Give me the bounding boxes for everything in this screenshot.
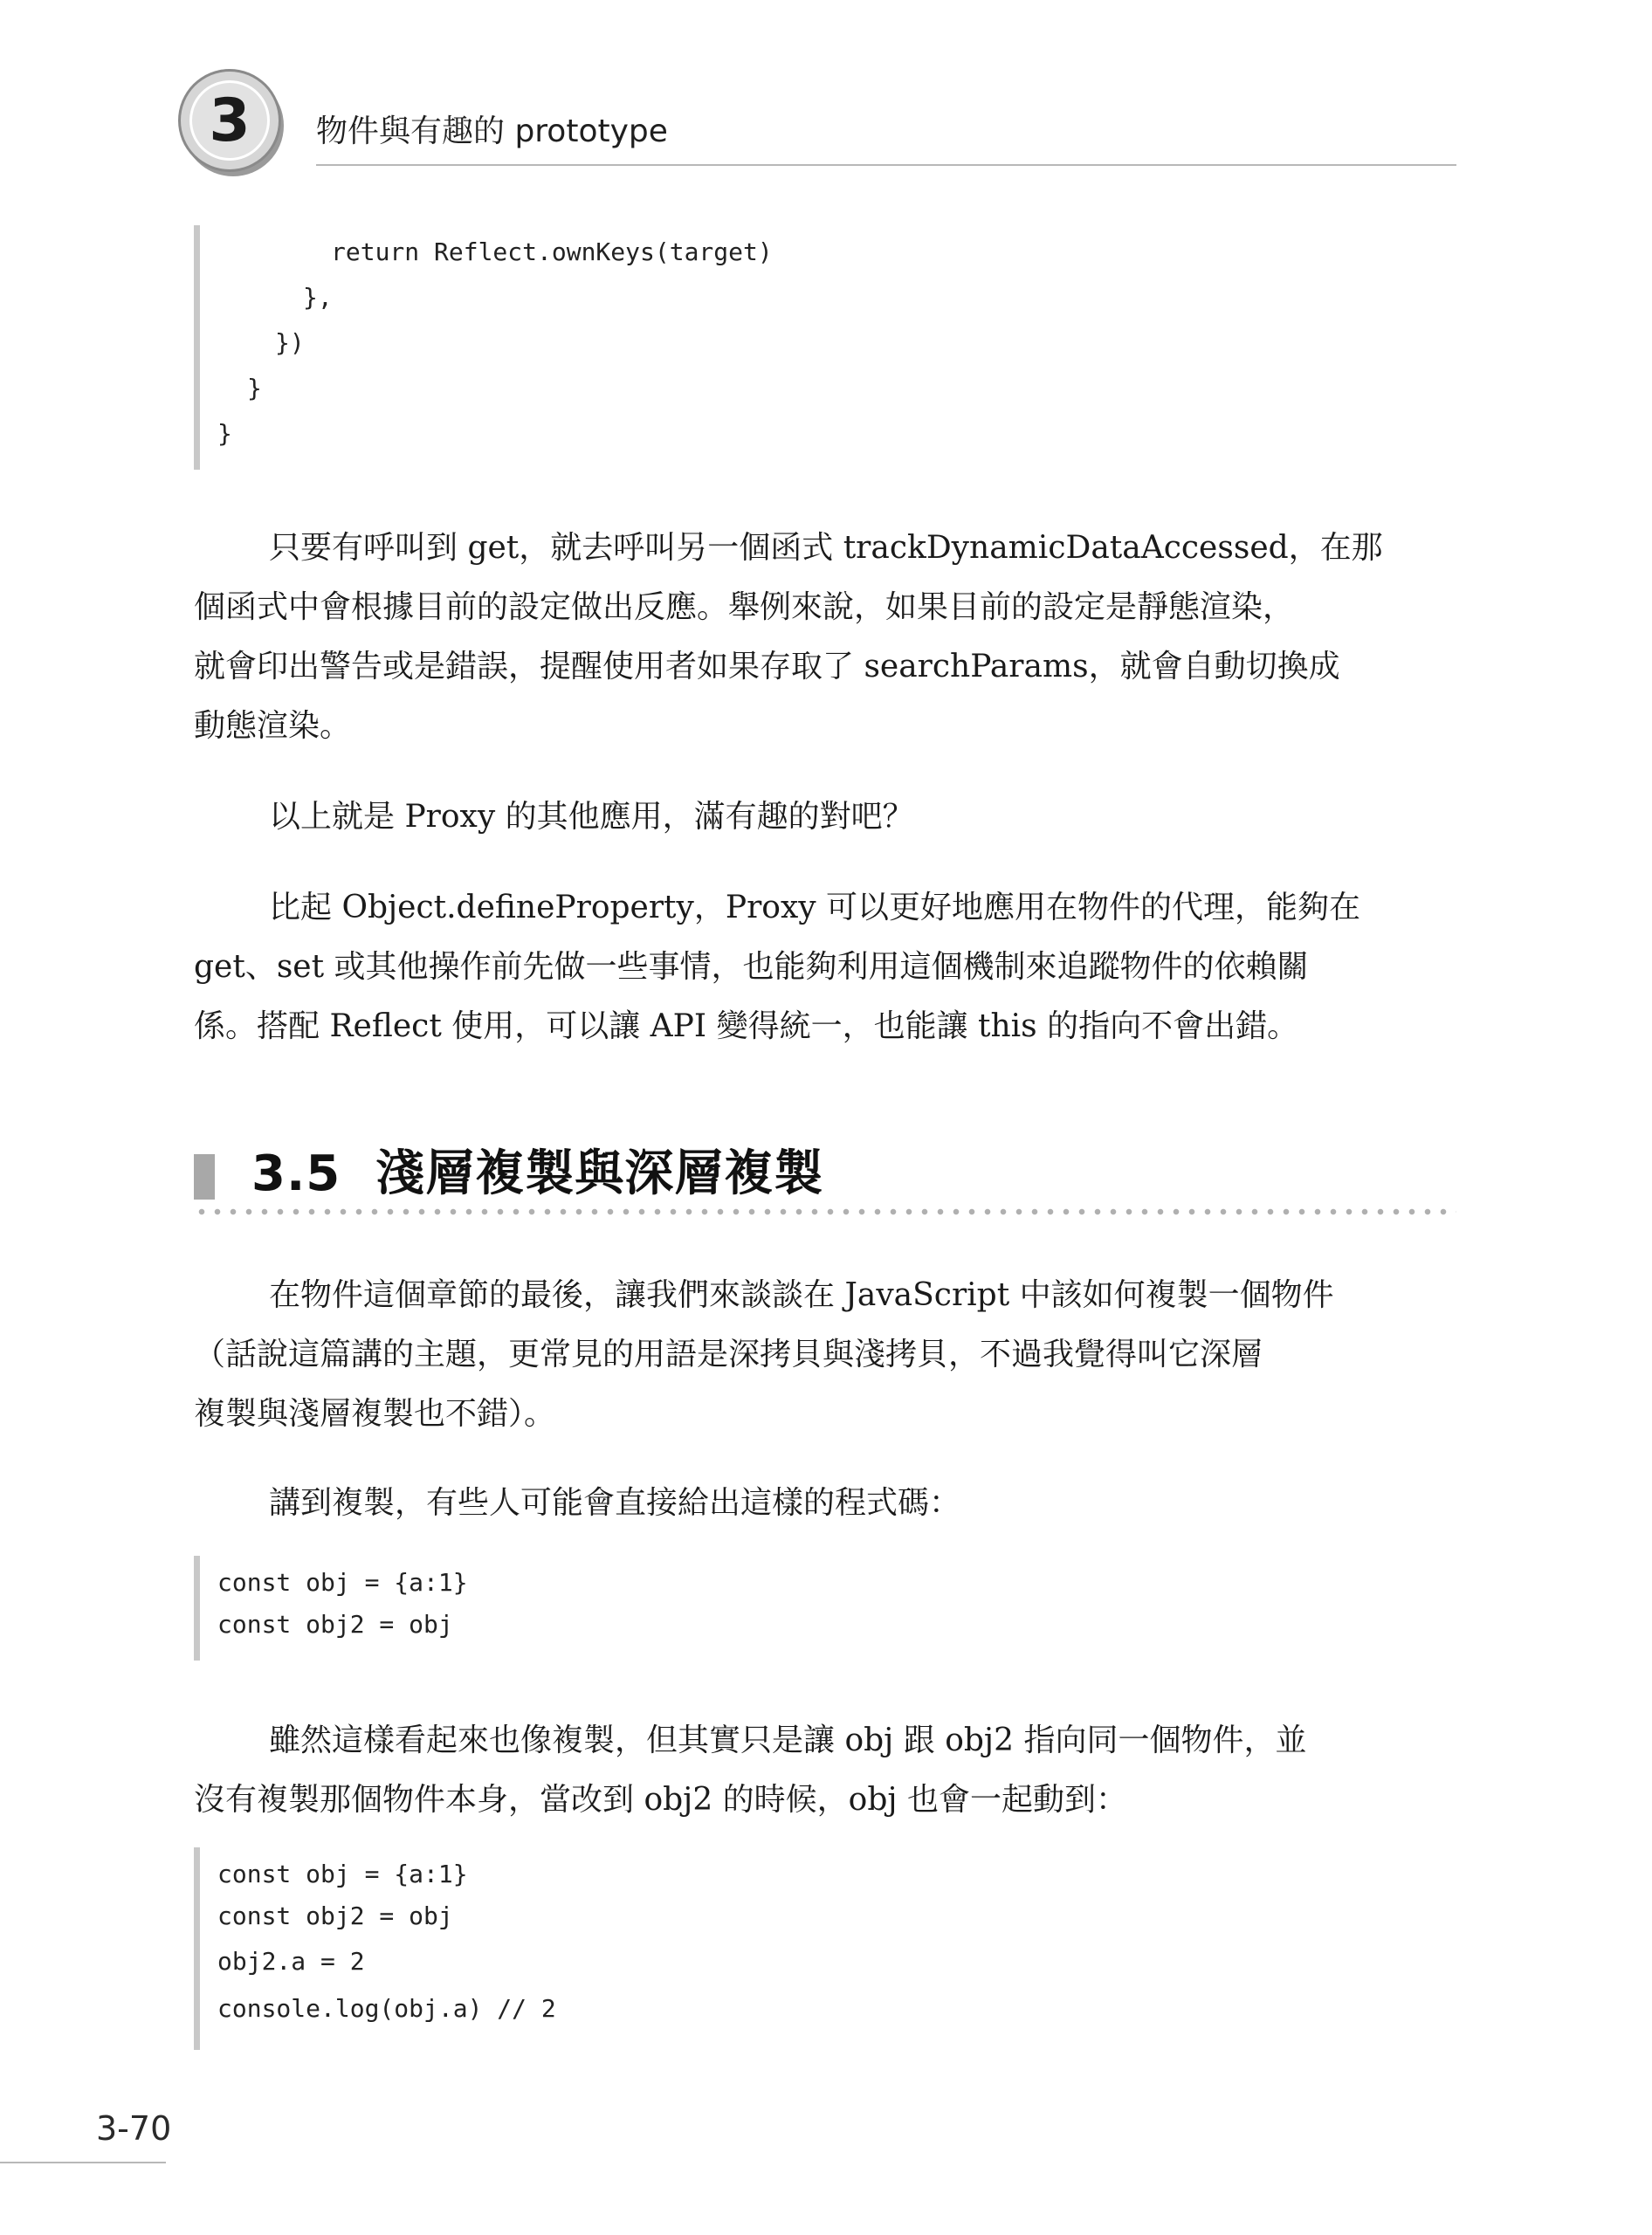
chapter-badge bbox=[181, 72, 279, 169]
paragraph-line: 個函式中會根據目前的設定做出反應。舉例來說，如果目前的設定是靜態渲染， bbox=[194, 589, 1295, 625]
code-line: }) bbox=[275, 328, 305, 357]
paragraph-line: （話說這篇講的主題，更常見的用語是深拷貝與淺拷貝，不過我覺得叫它深層 bbox=[194, 1337, 1263, 1372]
paragraph-line: 就會印出警告或是錯誤，提醒使用者如果存取了 searchParams，就會自動切換成 bbox=[194, 649, 1340, 684]
paragraph-line: 只要有呼叫到 get，就去呼叫另一個函式 trackDynamicDataAccessed，在那 bbox=[269, 530, 1383, 566]
paragraph-copy-example bbox=[194, 1474, 1456, 1533]
section-dotted-divider bbox=[194, 1208, 1456, 1215]
code-block-assign bbox=[194, 1556, 468, 1661]
chapter-number: 3 bbox=[189, 80, 270, 161]
code-line: }, bbox=[303, 283, 333, 312]
page-number: 3-70 bbox=[96, 2109, 172, 2148]
paragraph-line: 雖然這樣看起來也像複製，但其實只是讓 obj 跟 obj2 指向同一個物件，並 bbox=[269, 1723, 1307, 1758]
paragraph-line: get、set 或其他操作前先做一些事情，也能夠利用這個機制來追蹤物件的依賴關 bbox=[194, 949, 1309, 985]
header-divider bbox=[316, 164, 1456, 166]
paragraph-proxy-summary bbox=[194, 787, 1456, 847]
footer-divider bbox=[0, 2162, 166, 2163]
code-line: obj2.a = 2 bbox=[217, 1947, 365, 1976]
code-line: console.log(obj.a) // 2 bbox=[217, 1994, 556, 2023]
section-number: 3.5 bbox=[251, 1145, 341, 1202]
paragraph-line: 動態渲染。 bbox=[194, 708, 352, 744]
code-line: } bbox=[247, 374, 262, 402]
paragraph-line: 係。搭配 Reflect 使用，可以讓 API 變得統一，也能讓 this 的指向不會出錯。 bbox=[194, 1008, 1299, 1044]
paragraph-line: 講到複製，有些人可能會直接給出這樣的程式碼： bbox=[269, 1485, 961, 1521]
paragraph-proxy-compare bbox=[194, 878, 1456, 1056]
section-marker bbox=[194, 1154, 215, 1200]
section-heading bbox=[251, 1135, 823, 1205]
paragraph-track-dynamic bbox=[194, 519, 1456, 756]
paragraph-line: 在物件這個章節的最後，讓我們來談談在 JavaScript 中該如何複製一個物件 bbox=[269, 1277, 1334, 1313]
paragraph-reference-explain bbox=[194, 1711, 1456, 1830]
code-line: const obj = {a:1} bbox=[217, 1568, 468, 1597]
code-line: const obj2 = obj bbox=[217, 1610, 453, 1639]
paragraph-line: 以上就是 Proxy 的其他應用，滿有趣的對吧？ bbox=[269, 799, 914, 835]
paragraph-line: 沒有複製那個物件本身，當改到 obj2 的時候，obj 也會一起動到： bbox=[194, 1782, 1127, 1818]
section-title: 淺層複製與深層複製 bbox=[375, 1145, 824, 1202]
code-block-mutation bbox=[194, 1847, 556, 2050]
chapter-title: 物件與有趣的 prototype bbox=[316, 113, 668, 149]
code-line: const obj2 = obj bbox=[217, 1901, 453, 1930]
paragraph-line: 複製與淺層複製也不錯）。 bbox=[194, 1396, 556, 1432]
code-line: } bbox=[217, 419, 232, 448]
paragraph-line: 比起 Object.defineProperty，Proxy 可以更好地應用在物件的代理，能夠在 bbox=[269, 890, 1361, 925]
paragraph-copy-intro bbox=[194, 1266, 1456, 1444]
code-line: const obj = {a:1} bbox=[217, 1860, 468, 1888]
code-block-reflect bbox=[194, 225, 773, 470]
code-line: return Reflect.ownKeys(target) bbox=[331, 237, 773, 266]
